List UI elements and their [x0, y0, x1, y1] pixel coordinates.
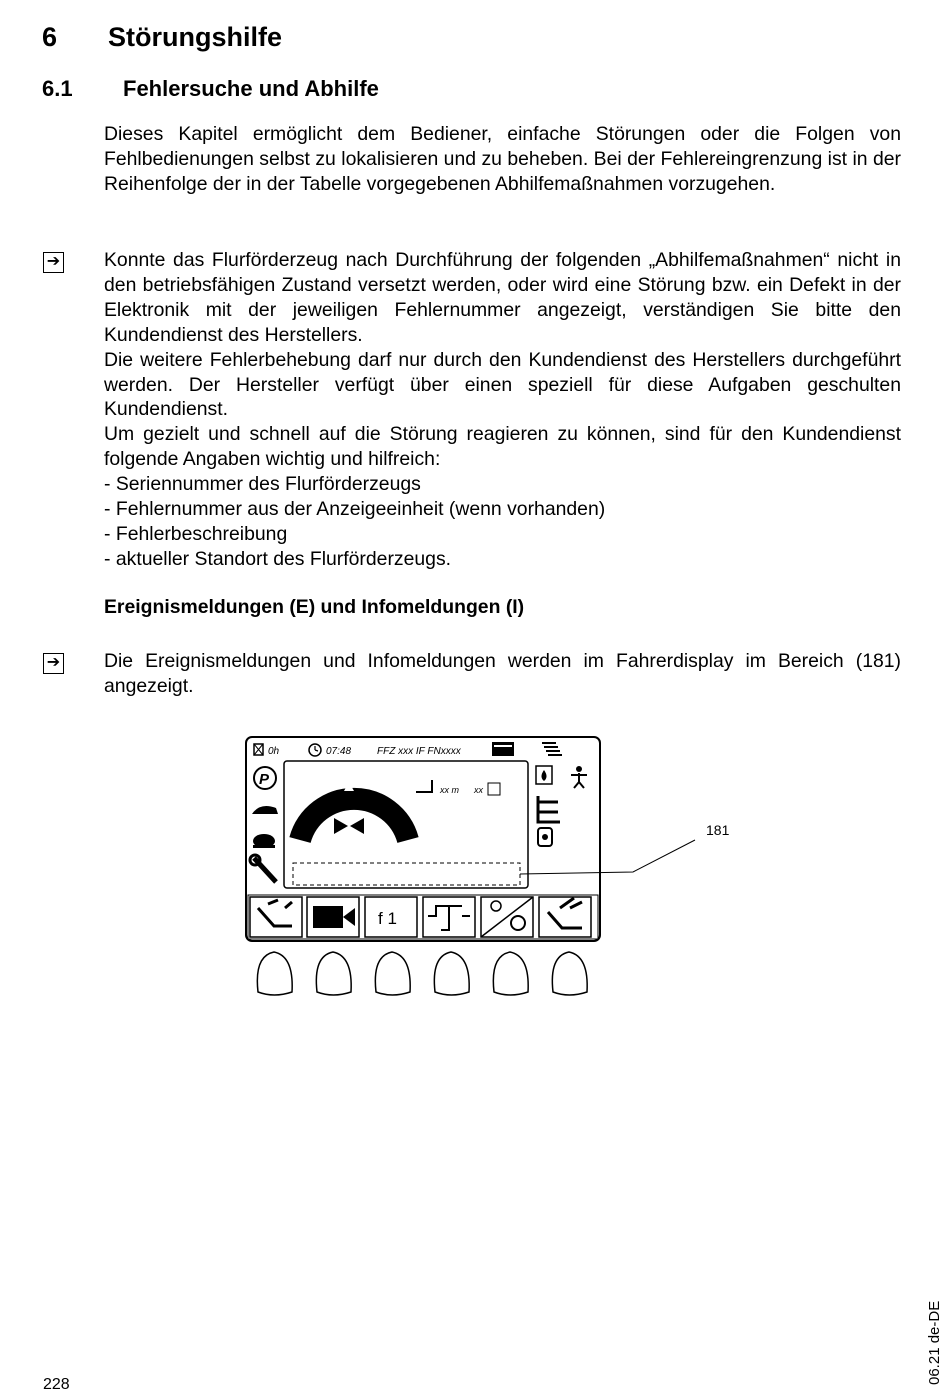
oil-drop-icon	[536, 766, 552, 784]
camera-icon	[307, 897, 359, 937]
chapter-title: Störungshilfe	[108, 22, 282, 52]
chapter-heading	[42, 22, 282, 53]
fan-icon	[481, 897, 533, 937]
time-value: 07:48	[326, 746, 352, 757]
subheading: Ereignismeldungen (E) und Infomeldungen (I)	[104, 596, 525, 618]
battery-icon	[492, 742, 514, 756]
soft-key-5	[493, 952, 528, 995]
list-item: - Fehlerbeschreibung	[104, 522, 288, 545]
list-item: - Seriennummer des Flurförderzeugs	[104, 473, 421, 496]
page-number: 228	[43, 1376, 70, 1393]
hourglass-icon	[254, 744, 263, 755]
note-text-1: Konnte das Flurförderzeug nach Durchführung der folgenden „Abhilfemaßnahmen“ nicht in den betriebsfähigen Zustand versetzt werden, oder wird eine Störung bzw. ein Defekt in der Elektronik mit der jeweiligen Fehlernummer angezeigt, verständigen Sie bitte den Kundendienst des Herstellers.	[104, 249, 901, 346]
rabbit-icon	[252, 806, 278, 814]
callout-label: 181	[706, 822, 730, 838]
note-arrow-icon: ➔	[43, 653, 64, 674]
hours-value: 0h	[268, 746, 280, 757]
fork-icon	[538, 796, 560, 822]
lift-icon	[423, 897, 475, 937]
soft-key-1	[257, 952, 292, 995]
driver-display-figure	[240, 730, 750, 1005]
fork-return-icon	[539, 897, 591, 937]
chapter-number: 6	[42, 22, 58, 52]
soft-key-3	[375, 952, 410, 995]
load-value: xx	[474, 785, 483, 795]
soft-key-6	[552, 952, 587, 995]
note-arrow-icon: ➔	[43, 252, 64, 273]
tilt-icon	[250, 897, 302, 937]
section-number: 6.1	[42, 76, 73, 101]
section-title: Fehlersuche und Abhilfe	[123, 76, 379, 101]
parking-brake-icon	[254, 767, 276, 789]
note2-paragraph: Die Ereignismeldungen und Infomeldungen werden im Fahrerdisplay im Bereich (181) angezeigt.	[104, 650, 901, 697]
message-area	[293, 863, 520, 885]
soft-key-2	[316, 952, 351, 995]
list-item: - aktueller Standort des Flurförderzeugs.	[104, 547, 452, 570]
soft-key-4	[434, 952, 469, 995]
note-text-2: Die weitere Fehlerbehebung darf nur durch den Kundendienst des Herstellers durchgeführt werden. Der Hersteller verfügt über einen speziell für diese Aufgaben geschulten Kundendienst.	[104, 348, 901, 421]
wrench-icon	[250, 855, 276, 882]
height-value: xx m	[440, 785, 459, 795]
section-heading	[42, 76, 379, 102]
svg-text:P: P	[259, 771, 270, 788]
truck-id: FFZ xxx IF FNxxxx	[377, 746, 461, 757]
list-item: - Fehlernummer aus der Anzeigeeinheit (wenn vorhanden)	[104, 498, 606, 521]
seat-icon	[538, 828, 552, 846]
menu-stack-icon	[542, 743, 562, 755]
clock-icon	[309, 744, 321, 756]
person-icon	[571, 766, 587, 788]
note-paragraph	[104, 248, 901, 572]
function-icon	[365, 897, 417, 937]
turtle-icon	[253, 834, 275, 848]
intro-paragraph: Dieses Kapitel ermöglicht dem Bediener, einfache Störungen oder die Folgen von Fehlbedienungen selbst zu lokalisieren und zu beheben. Bei der Fehlereingrenzung ist in der Reihenfolge der in der Tabelle vorgegebenen Abhilfemaßnahmen vorzugehen.	[104, 123, 901, 195]
note-text-3: Um gezielt und schnell auf die Störung reagieren zu können, sind für den Kundendienst folgende Angaben wichtig und hilfreich:	[104, 423, 901, 471]
function-key-label: f 1	[378, 909, 397, 928]
edition-label: 06.21 de-DE	[926, 1300, 943, 1385]
